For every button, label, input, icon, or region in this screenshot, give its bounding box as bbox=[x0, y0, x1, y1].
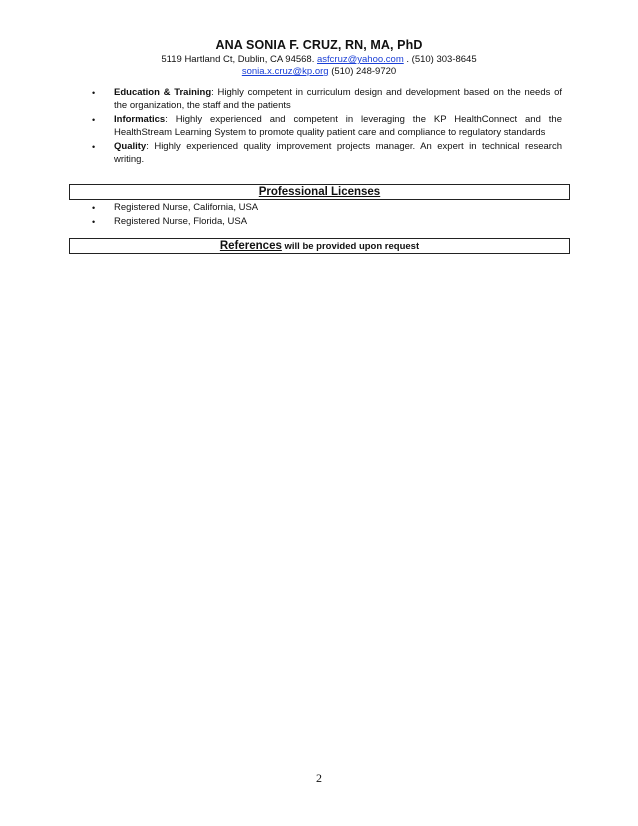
references-section-header bbox=[69, 238, 570, 254]
address: 5119 Hartland Ct, Dublin, CA 94568. bbox=[161, 54, 315, 65]
licenses-heading: Professional Licenses bbox=[258, 186, 381, 198]
skill-title: Informatics bbox=[114, 114, 166, 125]
skill-title: Quality bbox=[114, 141, 147, 152]
email-link-yahoo[interactable]: asfcruz@yahoo.com bbox=[317, 54, 404, 65]
list-item bbox=[92, 87, 562, 112]
skills-list bbox=[92, 87, 562, 168]
skill-text: : Highly experienced and competent in leveraging the KP HealthConnect and the HealthStream Learning System to promote quality patient care and compliance to regulatory standards bbox=[114, 114, 562, 138]
phone-home: . (510) 303-8645 bbox=[406, 54, 477, 65]
bullet-icon: • bbox=[92, 142, 96, 152]
bullet-icon: • bbox=[92, 216, 96, 227]
list-item bbox=[92, 216, 562, 229]
references-note: will be provided upon request bbox=[281, 241, 420, 252]
list-item bbox=[92, 141, 562, 166]
phone-work: (510) 248-9720 bbox=[331, 66, 397, 77]
licenses-section-header bbox=[69, 184, 570, 200]
candidate-name: ANA SONIA F. CRUZ, RN, MA, PhD bbox=[215, 38, 423, 52]
bullet-icon: • bbox=[92, 115, 96, 125]
bullet-icon: • bbox=[92, 203, 96, 213]
list-item bbox=[92, 114, 562, 139]
skill-text: : Highly experienced quality improvement projects manager. An expert in technical research writing. bbox=[114, 141, 562, 165]
contact-line-2 bbox=[0, 66, 638, 77]
page-number: 2 bbox=[316, 771, 322, 785]
list-item bbox=[92, 202, 562, 215]
email-link-kp[interactable]: sonia.x.cruz@kp.org bbox=[241, 66, 329, 77]
bullet-icon: • bbox=[92, 88, 96, 98]
licenses-list bbox=[92, 202, 562, 229]
skill-title: Education & Training bbox=[114, 87, 212, 98]
contact-line-1 bbox=[0, 54, 638, 65]
references-heading: References bbox=[219, 240, 282, 252]
license-text: Registered Nurse, Florida, USA bbox=[114, 215, 248, 227]
skill-text: : Highly competent in curriculum design and development based on the needs of the organization, the staff and the patients bbox=[114, 87, 562, 111]
license-text: Registered Nurse, California, USA bbox=[114, 202, 259, 213]
